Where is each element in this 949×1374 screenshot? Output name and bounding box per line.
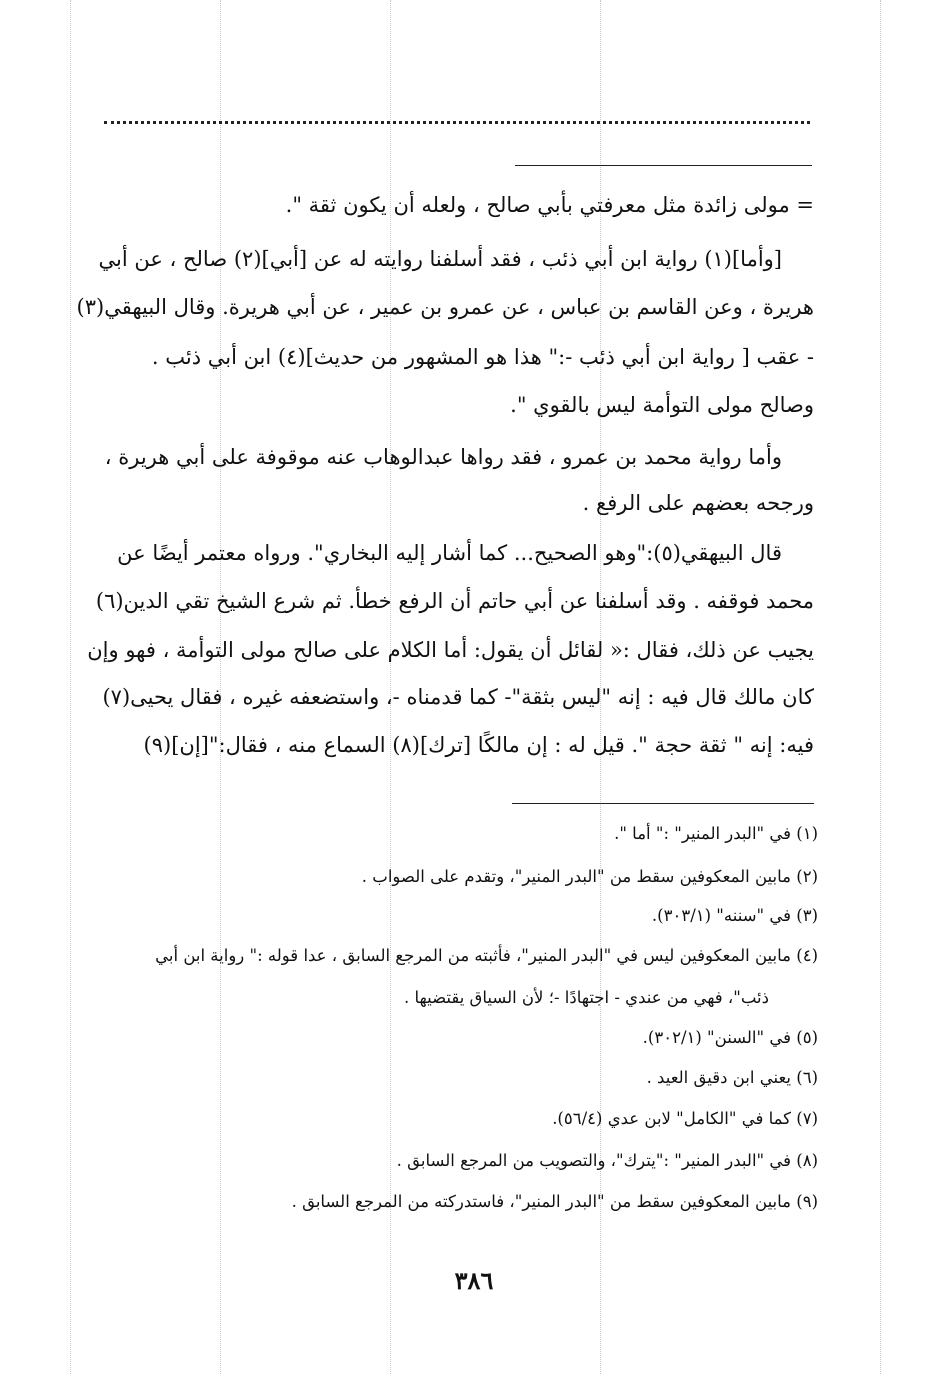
footnote: (٦) يعني ابن دقيق العيد . xyxy=(646,1068,818,1087)
footnote: (٣) في "سننه" (٣٠٣/١). xyxy=(651,906,818,925)
footnote: (٤) مابين المعكوفين ليس في "البدر المنير"، فأثبته من المرجع السابق ، عدا قوله :" رواية ابن أبي xyxy=(155,946,818,965)
footnote: (٢) مابين المعكوفين سقط من "البدر المنير"، وتقدم على الصواب . xyxy=(361,867,818,886)
body-line: [وأما](١) رواية ابن أبي ذئب ، فقد أسلفنا روايته له عن [أبي](٢) صالح ، عن أبي xyxy=(98,247,782,271)
page-number: ٣٨٦ xyxy=(454,1266,494,1295)
body-line: قال البيهقي(٥):"وهو الصحيح... كما أشار إليه البخاري". ورواه معتمر أيضًا عن xyxy=(117,541,782,565)
scan-artifact-line xyxy=(70,0,71,1374)
footnote-continuation: ذئب"، فهي من عندي - اجتهادًا -؛ لأن السياق يقتضيها . xyxy=(403,988,769,1007)
body-line: وأما رواية محمد بن عمرو ، فقد رواها عبدالوهاب عنه موقوفة على أبي هريرة ، xyxy=(104,445,782,469)
body-line: فيه: إنه " ثقة حجة ". قيل له : إن مالكًا [ترك](٨) السماع منه ، فقال:"[إن](٩) xyxy=(143,733,814,757)
top-footnote-continuation-rule xyxy=(515,165,812,166)
body-line: هريرة ، وعن القاسم بن عباس ، عن عمرو بن عمير ، عن أبي هريرة. وقال البيهقي(٣) xyxy=(76,295,814,319)
footnote: (٩) مابين المعكوفين سقط من "البدر المنير"، فاستدركته من المرجع السابق . xyxy=(291,1192,818,1211)
body-line: كان مالك قال فيه : إنه "ليس بثقة"- كما قدمناه -، واستضعفه غيره ، فقال يحيى(٧) xyxy=(102,685,814,709)
body-line: ورجحه بعضهم على الرفع . xyxy=(582,491,814,515)
footnote: (٨) في "البدر المنير" :"يترك"، والتصويب من المرجع السابق . xyxy=(396,1151,818,1170)
body-line: - عقب [ رواية ابن أبي ذئب -:" هذا هو المشهور من حديث](٤) ابن أبي ذئب . xyxy=(151,345,814,369)
body-line: وصالح مولى التوأمة ليس بالقوي ". xyxy=(510,393,814,417)
footnote-separator xyxy=(512,803,814,804)
footnote: (٥) في "السنن" (٣٠٢/١). xyxy=(642,1028,818,1047)
scan-artifact-line xyxy=(880,0,881,1374)
body-line: محمد فوقفه . وقد أسلفنا عن أبي حاتم أن الرفع خطأ. ثم شرع الشيخ تقي الدين(٦) xyxy=(95,589,814,613)
footnote: (٧) كما في "الكامل" لابن عدي (٥٦/٤). xyxy=(552,1109,818,1128)
header-dotted-separator xyxy=(104,121,810,124)
body-line: = مولى زائدة مثل معرفتي بأبي صالح ، ولعله أن يكون ثقة ". xyxy=(285,193,814,217)
footnote: (١) في "البدر المنير" :" أما ". xyxy=(614,824,818,843)
body-line: يجيب عن ذلك، فقال :« لقائل أن يقول: أما الكلام على صالح مولى التوأمة ، فهو وإن xyxy=(87,638,814,662)
